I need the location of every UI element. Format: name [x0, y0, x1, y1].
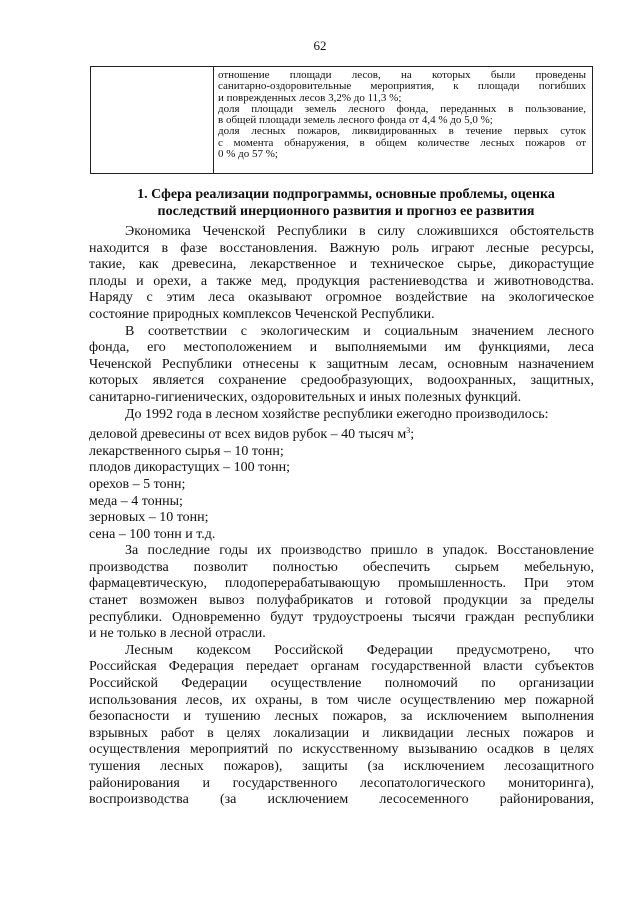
body-line: производства позволит полностью обеспечить сырьем мебельную, — [89, 559, 594, 575]
body-line: За последние годы их производство пришло в упадок. Восстановление — [125, 543, 594, 559]
body-line: и не только в лесной отрасли. — [89, 626, 266, 642]
indicators-table — [90, 66, 593, 174]
body-line: которых является сохранение средообразующих, водоохранных, защитных, — [89, 373, 594, 389]
body-line: безопасности и тушению лесных пожаров, за исключением выполнения — [89, 709, 594, 725]
body-line: республики. Одновременно будут трудоустроены тысячи граждан республики — [89, 609, 594, 625]
table-cell-line: с момента обнаружения, в общем количестве лесных пожаров от — [218, 137, 586, 149]
body-line: До 1992 года в лесном хозяйстве республики ежегодно производилось: — [125, 406, 549, 422]
table-row — [91, 67, 593, 174]
body-line: зерновых – 10 тонн; — [89, 510, 209, 526]
body-line: использования лесов, их охраны, в том числе осуществлению мер пожарной — [89, 692, 594, 708]
table-cell-indicators — [214, 67, 593, 174]
body-line: такие, как древесина, лекарственное и техническое сырье, дикорастущие — [89, 257, 594, 273]
table-cell-line: доля лесных пожаров, ликвидированных в течение первых суток — [218, 126, 586, 138]
body-line: орехов – 5 тонн; — [89, 476, 186, 492]
body-line: фонда, его местоположением и выполняемыми им функциями, леса — [89, 340, 594, 356]
body-line: лекарственного сырья – 10 тонн; — [89, 443, 284, 459]
body-text — [89, 224, 594, 809]
table-cell-line: доля площади земель лесного фонда, переданных в пользование, — [218, 103, 586, 115]
body-line: Чеченской Республики отнесены к защитным лесам, основным назначением — [89, 356, 594, 372]
section-title — [96, 186, 596, 220]
body-line: Российской Федерации осуществление полномочий по организации — [89, 676, 594, 692]
body-line: фармацевтическую, плодоперерабатывающую промышленность. При этом — [89, 576, 594, 592]
body-line — [89, 423, 594, 444]
table-cell-empty — [91, 67, 214, 174]
body-line: сена – 100 тонн и т.д. — [89, 526, 216, 542]
body-line: Лесным кодексом Российской Федерации предусмотрено, что — [125, 642, 594, 658]
page-number: 62 — [313, 38, 327, 53]
section-title-line: последствий инерционного развития и прогноз ее развития — [157, 204, 535, 219]
body-line: меда – 4 тонны; — [89, 493, 183, 509]
body-line: плодов дикорастущих – 100 тонн; — [89, 460, 290, 476]
table-cell-line: в общей площади земель лесного фонда от 4,4 % до 5,0 %; — [218, 115, 493, 127]
cubic-exponent: 3 — [406, 426, 411, 436]
body-line: Наряду с этим леса оказывают огромное воздействие на экологическое — [89, 290, 594, 306]
body-line: станет возможен вывоз полуфабрикатов и готовой продукции за пределы — [89, 593, 594, 609]
body-line: Российская Федерация передает органам государственной власти субъектов — [89, 659, 594, 675]
body-line: воспроизводства (за исключением лесосеменного районирования, — [89, 792, 594, 808]
body-line: В соответствии с экологическим и социальным значением лесного — [125, 323, 594, 339]
body-line: находится в фазе восстановления. Важную роль играют лесные ресурсы, — [89, 240, 594, 256]
body-line: состояние природных комплексов Чеченской Республики. — [89, 306, 435, 322]
section-title-line: 1. Сфера реализации подпрограммы, основные проблемы, оценка — [137, 187, 555, 202]
table-cell-line: санитарно-оздоровительные мероприятия, к площади погибших — [218, 81, 586, 93]
body-line: районирования и государственного лесопатологического мониторинга), — [89, 775, 594, 791]
body-line: плоды и орехи, а также мед, продукция растениеводства и животноводства. — [89, 273, 594, 289]
table-cell-line: и поврежденных лесов 3,2% до 11,3 %; — [218, 92, 402, 104]
table-cell-line: отношение площади лесов, на которых были проведены — [218, 70, 586, 81]
table-cell-line: 0 % до 57 %; — [218, 149, 278, 161]
body-line-text: деловой древесины от всех видов рубок – 40 тысяч м — [89, 427, 407, 443]
body-line: тушения лесных пожаров), защиты (за исключением лесозащитного — [89, 759, 594, 774]
body-line: осуществления мероприятий по искусственному вызыванию осадков в целях — [89, 742, 594, 758]
body-line: Экономика Чеченской Республики в силу сложившихся обстоятельств — [125, 224, 594, 239]
body-line: взрывных работ в целях локализации и ликвидации лесных пожаров и — [89, 725, 594, 741]
body-line: санитарно-гигиенических, оздоровительных и иных полезных функций. — [89, 389, 522, 405]
line-end-punct: ; — [410, 427, 415, 443]
